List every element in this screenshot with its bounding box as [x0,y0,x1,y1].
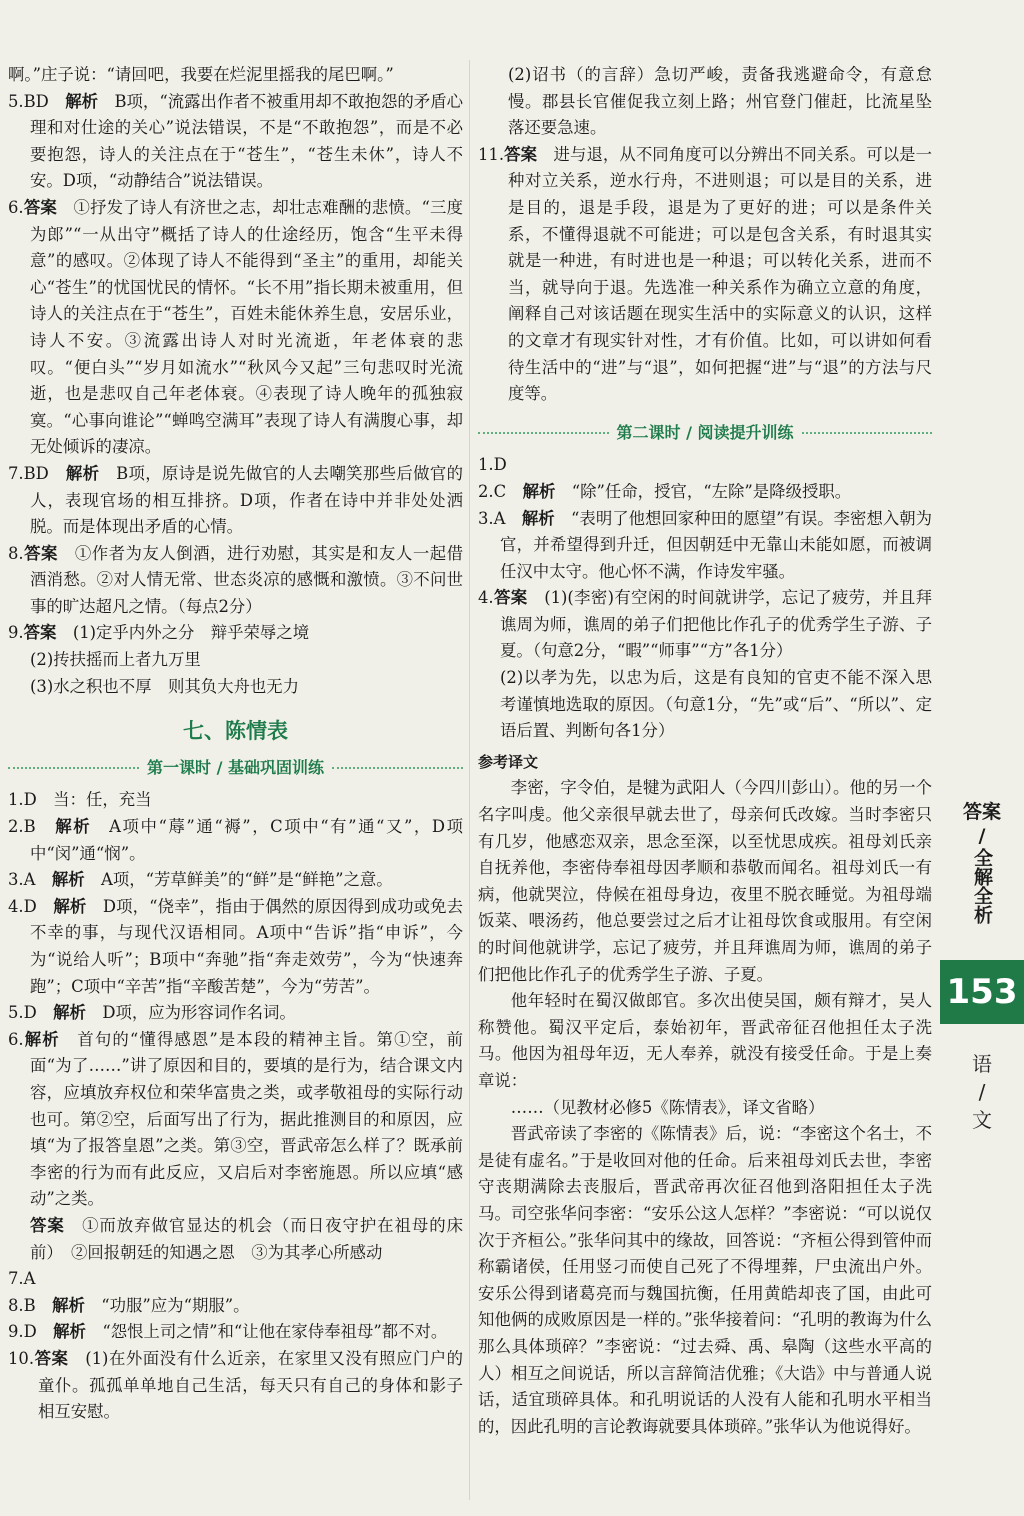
side-label-slash: / [978,825,986,847]
reference-translation-heading: 参考译文 [478,752,539,771]
side-label [940,800,1024,930]
answer-9-part3: (3)水之积也不厚 则其负大舟也无力 [30,676,300,696]
answer-8: 8.答案 ①作者为友人倒酒，进行劝慰，其实是和友人一起借酒消愁。②对人情无常、世态炎凉的感慨和激愤。③不问世事的旷达超凡之情。（每点2分） [8,543,464,616]
subject-char-2: 文 [972,1108,992,1132]
answer-7b: 7.A [8,1269,36,1289]
section-title: 七、陈情表 [183,719,288,744]
subsection-title-2: 第二课时 / 阅读提升训练 [478,420,932,447]
answer-10-part2: (2)诏书（的言辞）急切严峻，责备我逃避命令，有意怠慢。郡县长官催促我立刻上路；州官登门催赶，比流星坠落还要急速。 [508,65,932,138]
side-label-answer: 答案 [962,801,1001,823]
side-label-full: 全解全析 [971,848,993,924]
translation-paragraph: 晋武帝读了李密的《陈情表》后，说：“李密这个名士，不是徒有虚名。”于是收回对他的任命。后来祖母刘氏去世，李密守丧期满除去丧服后，晋武帝再次征召他到洛阳担任太子洗马。司空张华问李密：“安乐公这人怎样？”李密说：“可以说仅次于齐桓公。”张华问其中的缘故，回答说：“齐桓公得到管仲而称霸诸侯，任用竖刁而使自己死了不得埋葬，尸虫流出户外。安乐公得到诸葛亮而与魏国抗衡，任用黄皓却丧了国，由此可知他俩的成败原因是一样的。”张华接着问：“孔明的教诲为什么那么具体琐碎？”李密说：“过去舜、禹、皋陶（这些水平高的人）相互之间说话，所以言辞简洁优雅；《大诰》中与普通人说话，适宜琐碎具体。和孔明说话的人没有人能和孔明水平相当的，因此孔明的言论教诲就要具体琐碎。”张华认为他说得好。 [478,1124,932,1436]
reading-answer-1: 1.D [478,455,507,475]
answer-10: 10.答案 (1)在外面没有什么近亲，在家里又没有照应门户的童仆。孤孤单单地自己生活，每天只有自己的身体和影子相互安慰。 [8,1348,464,1422]
subject-char-1: 语 [972,1052,992,1076]
answer-9b: 9.D 解析 “怨恨上司之情”和“让他在家侍奉祖母”都不对。 [8,1322,448,1342]
dotted-rule [802,432,933,434]
answer-9: 9.答案 (1)定乎内外之分 辩乎荣辱之境 [8,623,310,643]
dotted-rule [332,767,463,769]
page-number: 153 [940,960,1024,1024]
left-column [8,62,463,1426]
translation-paragraph: ……（见教材必修5《陈情表》，译文省略） [510,1097,825,1117]
answer-4: 4.D 解析 D项，“侥幸”，指由于偶然的原因得到成功或免去不幸的事，与现代汉语相同。A项中“告诉”指“申诉”，今为“说给人听”；B项中“奔驰”指“奔走效劳”，今为“快速奔跑”；C项中“辛苦”指“辛酸苦楚”，今为“劳苦”。 [8,896,463,996]
reading-answer-4-part2: (2)以孝为先，以忠为后，这是有良知的官吏不能不深入思考谨慎地选取的原因。（句意1分，“先”或“后”、“所以”、定语后置、判断句各1分） [500,668,932,741]
right-column [478,62,932,1440]
answer-6b: 6.解析 首句的“懂得感恩”是本段的精神主旨。第①空，前面“为了……”讲了原因和目的，要填的是行为，结合课文内容，应填放弃权位和荣华富贵之类，或孝敬祖母的实际行动也可。第②空，后面写出了行为，据此推测目的和原因，应填“为了报答皇恩”之类。第③空，晋武帝怎么样了？既承前李密的行为而有此反应，又启后对李密施恩。所以应填“感动”之类。 [8,1029,463,1209]
column-divider [469,60,470,1500]
answer-11: 11.答案 进与退，从不同角度可以分辨出不同关系。可以是一种对立关系，逆水行舟，不进则退；可以是目的关系，进是目的，退是手段，退是为了更好的进；可以是条件关系，不懂得退就不可能进；可以是包含关系，有时退其实就是一种进，有时进也是一种退；可以转化关系，进而不当，就导向于退。先选准一种关系作为确立立意的角度，阐释自己对该话题在现实生活中的实际意义的认识，这样的文章才有现实针对性，才有价值。比如，可以讲如何看待生活中的“进”与“退”，如何把握“进”与“退”的方法与尺度等。 [478,144,933,404]
subsection-title-1: 第一课时 / 基础巩固训练 [8,755,463,782]
answer-6: 6.答案 ①抒发了诗人有济世之志，却壮志难酬的悲愤。“三度为郎”“一从出守”概括了诗人的仕途经历，饱含“生平未得意”的感叹。②体现了诗人不能得到“圣主”的重用，却能关心“苍生”的忧国忧民的情怀。“长不用”指长期未被重用，但诗人的关注点在于“苍生”，百姓未能休养生息，安居乐业，诗人不安。③流露出诗人对时光流逝，年老体衰的悲叹。“便白头”“岁月如流水”“秋风今又起”三句悲叹时光流逝，也是悲叹自己年老体衰。④表现了诗人晚年的孤独寂寞。“心事向谁论”“蝉鸣空满耳”表现了诗人有满腹心事，却无处倾诉的凄凉。 [8,197,464,457]
answer-9-part2: (2)抟扶摇而上者九万里 [30,650,201,670]
reading-answer-3: 3.A 解析 “表明了他想回家种田的愿望”有误。李密想入朝为官，并希望得到升迁，但因朝廷中无靠山未能如愿，而被调任汉中太守。他心怀不满，作诗发牢骚。 [478,508,933,581]
answer-1: 1.D 当：任，充当 [8,790,152,810]
text-line: 啊。”庄子说：“请回吧，我要在烂泥里摇我的尾巴啊。” [8,65,394,84]
answer-7: 7.BD 解析 B项，原诗是说先做官的人去嘲笑那些后做官的人，表现官场的相互排挤。D项，作者在诗中并非处处洒脱。而是体现出矛盾的心情。 [8,463,464,537]
reading-answer-4: 4.答案 (1)(李密)有空闲的时间就讲学，忘记了疲劳，并且拜谯周为师，谯周的弟子们把他比作孔子的优秀学生子游、子夏。（句意2分，“暇”“师事”“方”各1分） [478,588,933,661]
answer-2: 2.B 解析 A项中“蓐”通“褥”，C项中“有”通“又”，D项中“闵”通“悯”。 [8,817,464,863]
dotted-rule [478,432,609,434]
subject-label [940,1050,1024,1134]
answer-8b: 8.B 解析 “功服”应为“期服”。 [8,1295,250,1315]
answer-5: 5.BD 解析 B项，“流露出作者不被重用却不敢抱怨的矛盾心理和对仕途的关心”说法错误，不是“不敢抱怨”，而是不必要抱怨，诗人的关注点在于“苍生”，“苍生未休”，诗人不安。D项，“动静结合”说法错误。 [8,91,463,191]
answer-3: 3.A 解析 A项，“芳草鲜美”的“鲜”是“鲜艳”之意。 [8,870,393,890]
translation-paragraph: 李密，字令伯，是犍为武阳人（今四川彭山）。他的另一个名字叫虔。他父亲很早就去世了，母亲何氏改嫁。当时李密只有几岁，他感恋双亲，思念至深，以至忧思成疾。祖母刘氏亲自抚养他，李密侍奉祖母因孝顺和恭敬而闻名。祖母刘氏一有病，他就哭泣，侍候在祖母身边，夜里不脱衣睡觉。为祖母端饭菜、喂汤药，他总要尝过之后才让祖母饮食或服用。有空闲的时间他就讲学，忘记了疲劳，并且拜谯周为师，谯周的弟子们把他比作孔子的优秀学生子游、子夏。 [478,778,932,984]
dotted-rule [8,767,139,769]
subject-slash: / [978,1080,986,1104]
answer-5b: 5.D 解析 D项，应为形容词作名词。 [8,1003,296,1023]
translation-paragraph: 他年轻时在蜀汉做郎官。多次出使吴国，颇有辩才，吴人称赞他。蜀汉平定后，泰始初年，晋武帝征召他担任太子洗马。他因为祖母年迈，无人奉养，就没有接受任命。于是上奏章说： [478,991,932,1090]
reading-answer-2: 2.C 解析 “除”任命，授官，“左除”是降级授职。 [478,481,852,501]
answer-6b-key: 答案 ①而放弃做官显达的机会（而日夜守护在祖母的床前） ②回报朝廷的知遇之恩 ③为其孝心所感动 [30,1215,464,1262]
